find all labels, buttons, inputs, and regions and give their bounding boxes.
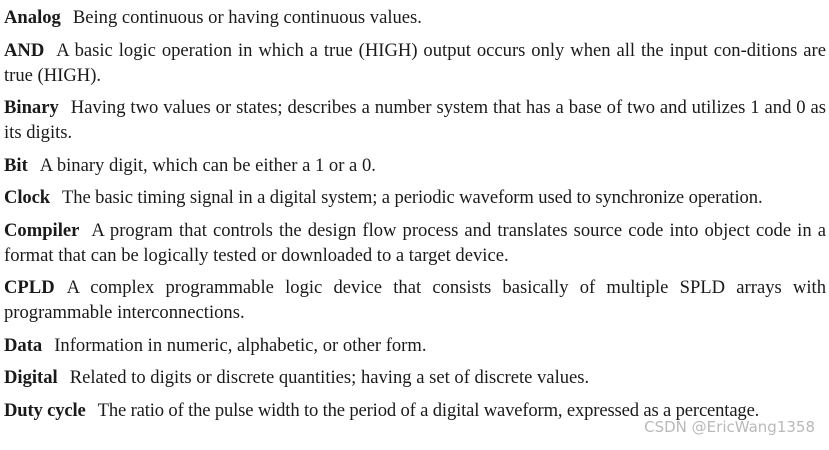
- glossary-definition: A binary digit, which can be either a 1 or a 0.: [39, 154, 376, 176]
- glossary-definition: The basic timing signal in a digital system; a periodic waveform used to synchronize operation.: [62, 187, 763, 208]
- glossary-definition: A complex programmable logic device that consists basically of multiple SPLD arrays with programmable interconnections.: [4, 277, 826, 323]
- glossary-definition: The ratio of the pulse width to the period of a digital waveform, expressed as a percentage.: [97, 399, 760, 421]
- glossary-term: Duty cycle: [4, 399, 86, 421]
- glossary-term: Binary: [4, 97, 59, 118]
- glossary-entry-bit: [4, 153, 826, 178]
- glossary-entry-and: [4, 38, 826, 88]
- glossary-entry-digital: [4, 365, 826, 390]
- glossary-entry-analog: [4, 5, 826, 30]
- glossary-entry-cpld: [4, 275, 826, 325]
- glossary-definition: A basic logic operation in which a true (HIGH) output occurs only when all the input con-ditions are true (HIGH).: [4, 39, 826, 86]
- glossary-definition: Being continuous or having continuous values.: [72, 7, 422, 28]
- glossary-definition: A program that controls the design flow process and translates source code into object code in a format that can be logically tested or downloaded to a target device.: [4, 219, 826, 266]
- glossary-term: Analog: [4, 7, 61, 28]
- glossary-term: Compiler: [4, 219, 80, 241]
- glossary-term: Data: [4, 334, 43, 356]
- glossary-entry-compiler: [4, 218, 826, 268]
- glossary-entry-clock: [4, 185, 826, 210]
- glossary-definition: Related to digits or discrete quantities; having a set of discrete values.: [69, 367, 590, 388]
- glossary-term: Bit: [4, 154, 28, 176]
- glossary-term: CPLD: [4, 277, 55, 298]
- glossary-term: Digital: [4, 367, 58, 388]
- glossary-entry-binary: [4, 95, 826, 145]
- glossary-list: [4, 5, 826, 430]
- csdn-watermark: CSDN @EricWang1358: [644, 418, 815, 436]
- glossary-entry-data: [4, 333, 826, 358]
- glossary-term: AND: [4, 39, 45, 61]
- glossary-definition: Having two values or states; describes a number system that has a base of two and utilizes 1 and 0 as its digits.: [4, 97, 826, 143]
- glossary-definition: Information in numeric, alphabetic, or other form.: [54, 334, 427, 356]
- glossary-term: Clock: [4, 187, 50, 208]
